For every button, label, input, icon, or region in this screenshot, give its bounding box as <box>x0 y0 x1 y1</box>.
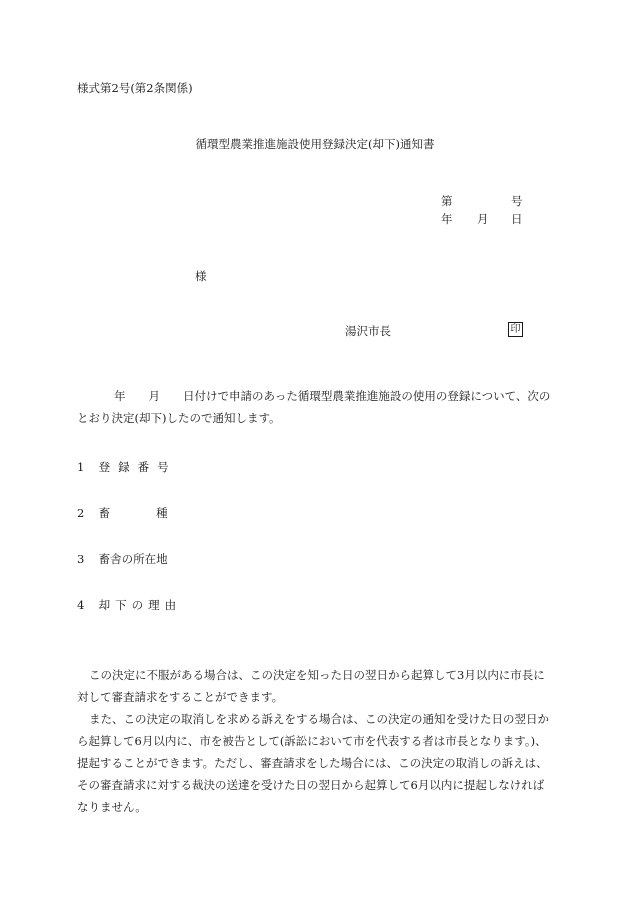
addressee-honorific: 様 <box>195 269 207 283</box>
notice-paragraph: この決定に不服がある場合は、この決定を知った日の翌日から起算して3月以内に市長に対して審査請求をすることができます。 <box>77 668 545 704</box>
item-number: 2 <box>77 506 85 520</box>
notice-paragraph: また、この決定の取消しを求める訴えをする場合は、この決定の通知を受けた日の翌日から起算して6月以内に、市を被告として(訴訟において市を代表する者は市長となります。)、提起することができます。ただし、審査請求をした場合には、この決定の取消しの訴えは、その審査請求に対する裁決の送達を受けた日の翌日から起算して6月以内に提起しなければなりません。 <box>77 712 549 814</box>
item-number: 3 <box>77 552 85 566</box>
date-day-label: 日 <box>511 212 523 226</box>
item-number: 1 <box>77 460 85 474</box>
date-year-label: 年 <box>441 212 453 226</box>
item-label: 却下の理由 <box>98 598 182 612</box>
sender-name: 湯沢市長 <box>345 324 391 338</box>
item-number: 4 <box>77 598 85 612</box>
reference-number-label: 第 <box>441 194 453 208</box>
intro-paragraph: 年 月 日付けで申請のあった循環型農業推進施設の使用の登録について、次のとおり決定(却下)したので通知します。 <box>77 389 551 425</box>
list-item-barn-location <box>77 551 168 567</box>
item-label: 畜 種 <box>98 506 168 520</box>
reference-number-suffix: 号 <box>511 194 523 208</box>
list-item-livestock-type <box>77 505 168 521</box>
form-identifier: 様式第2号(第2条関係) <box>77 81 193 95</box>
date-month-label: 月 <box>477 212 489 226</box>
item-label: 畜舎の所在地 <box>98 552 168 566</box>
list-item-registration-number <box>77 459 177 475</box>
list-item-rejection-reason <box>77 597 181 613</box>
seal-mark: 印 <box>508 322 523 337</box>
appeal-notice <box>77 664 553 818</box>
item-label: 登録番号 <box>98 460 177 474</box>
document-title: 循環型農業推進施設使用登録決定(却下)通知書 <box>195 137 435 151</box>
